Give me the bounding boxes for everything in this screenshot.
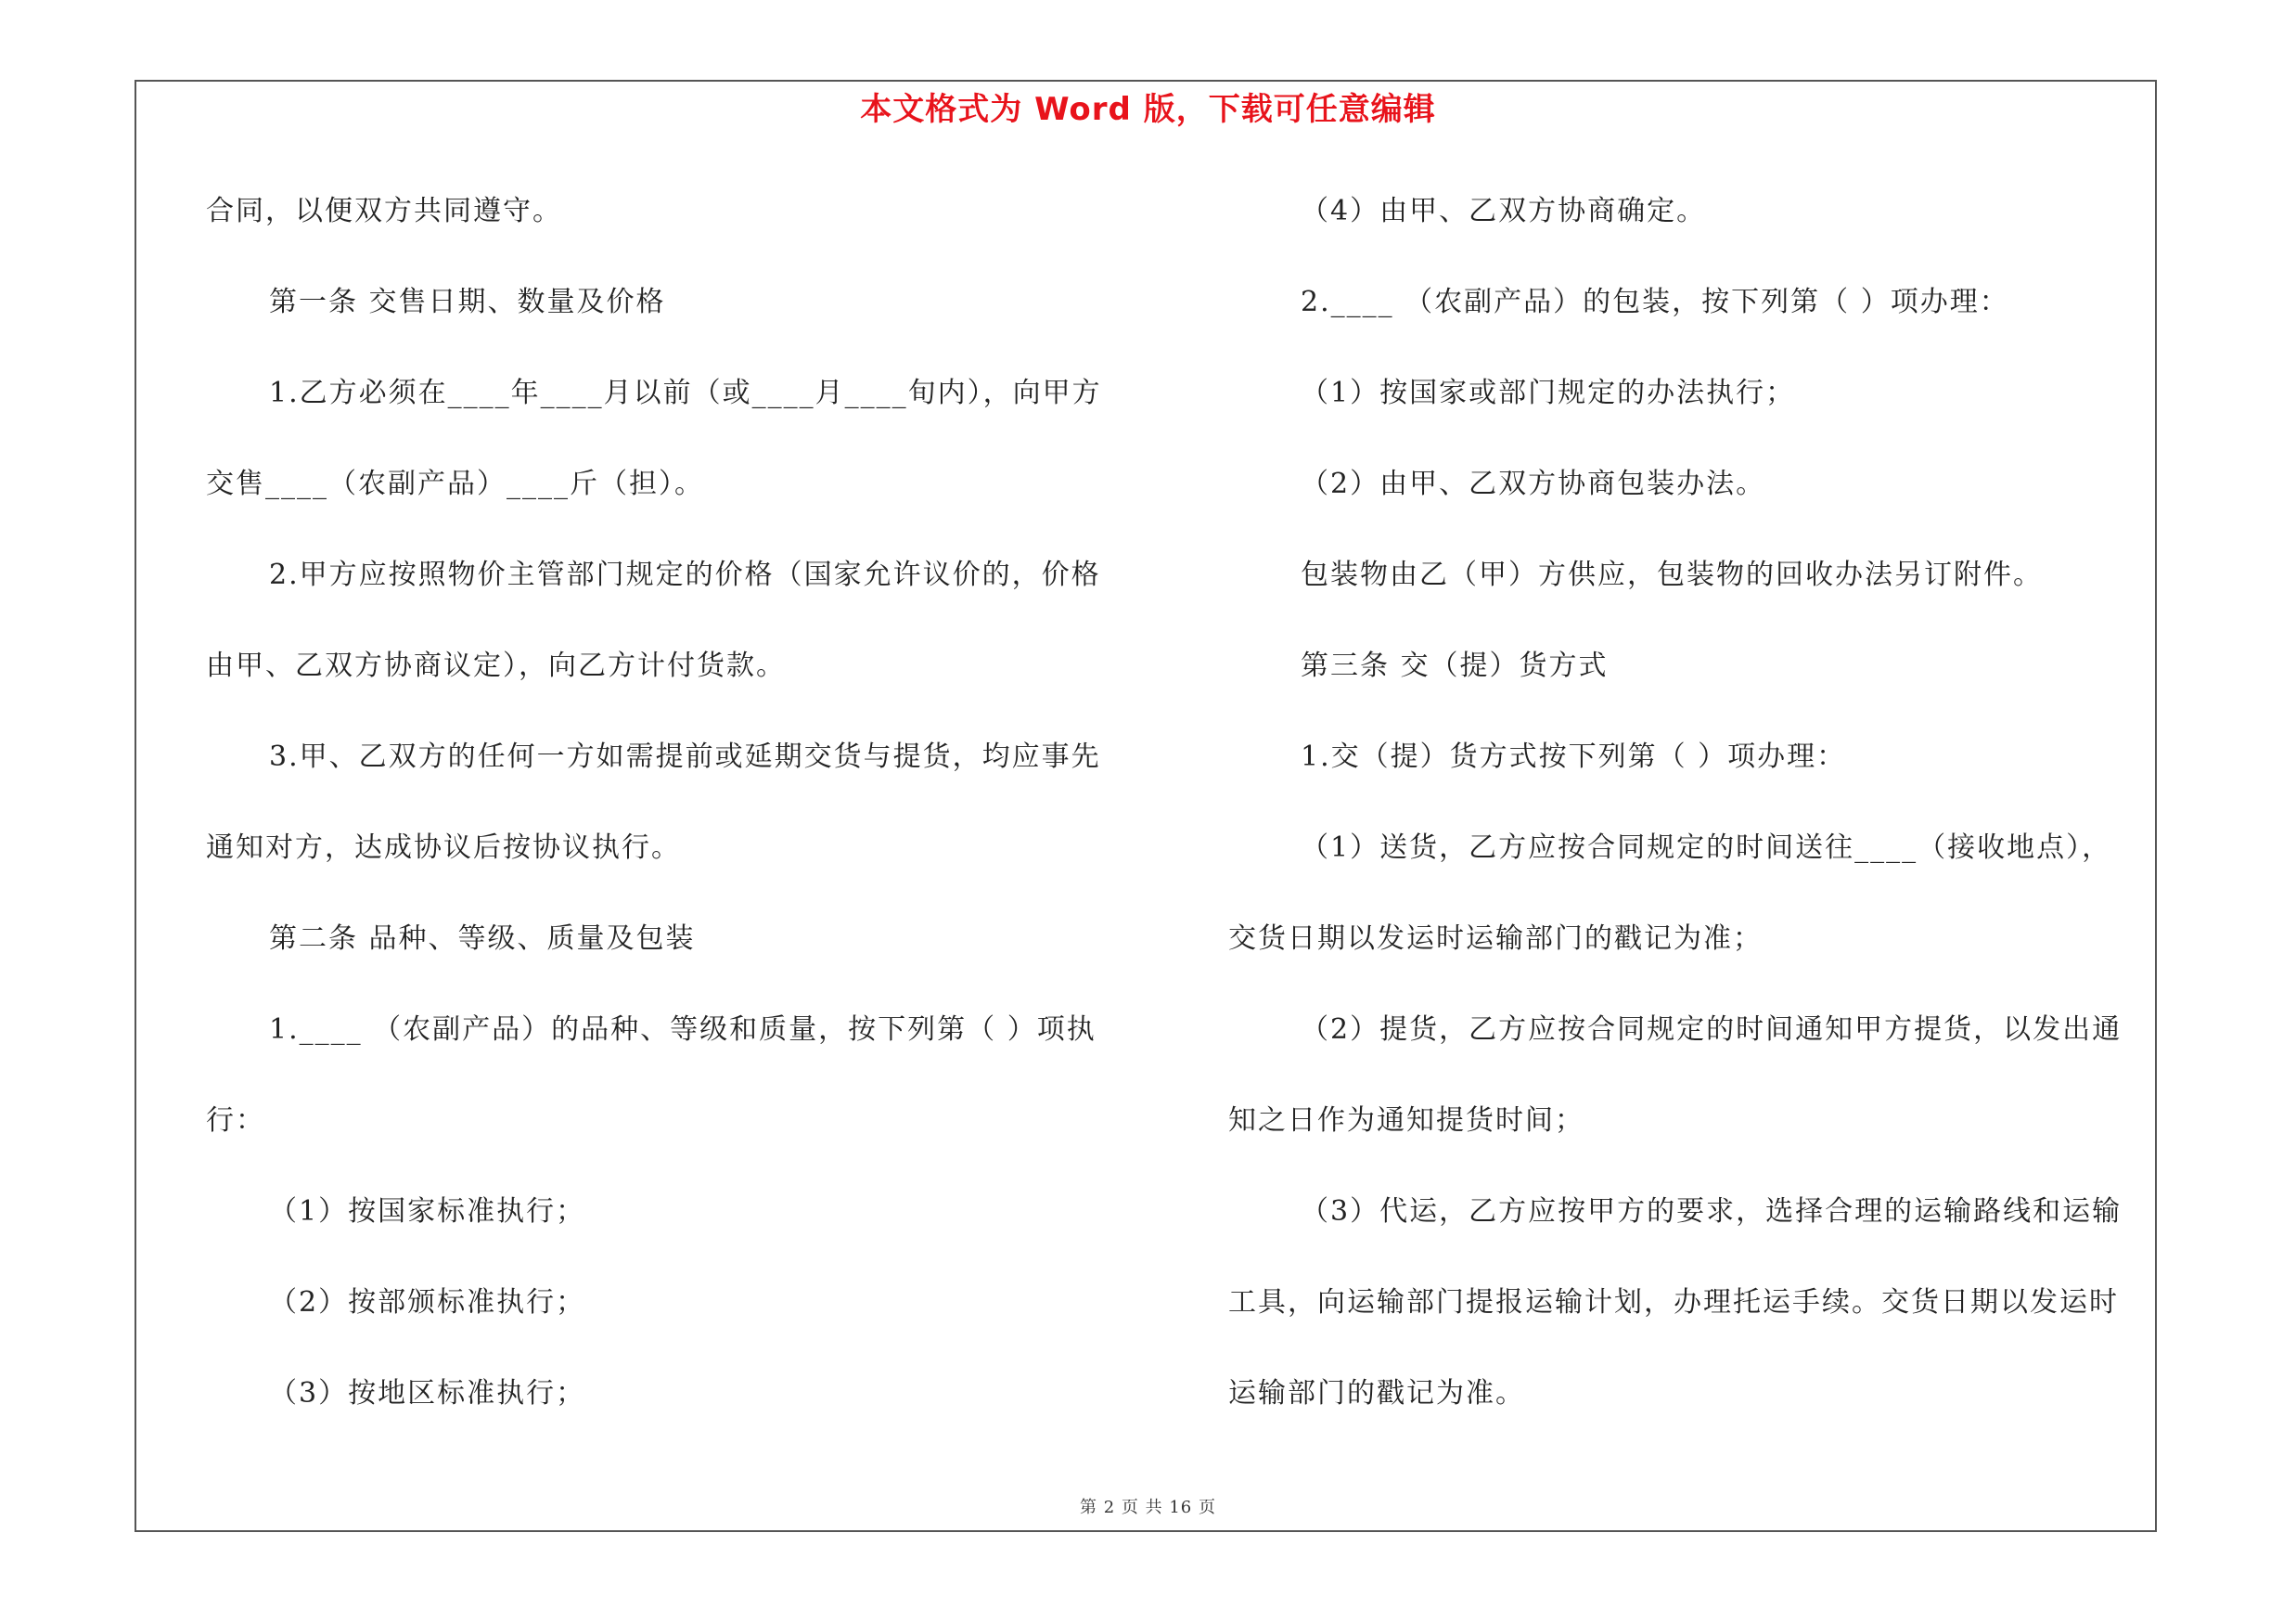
section-heading: 第一条 交售日期、数量及价格: [269, 286, 666, 318]
right-column: [1228, 184, 2147, 1457]
paragraph-line: 1.交（提）货方式按下列第（ ）项办理：: [1301, 741, 1847, 773]
paragraph-line: 知之日作为通知提货时间；: [1228, 1104, 1584, 1137]
section-heading: 第二条 品种、等级、质量及包装: [269, 922, 696, 955]
paragraph-line: 1.____ （农副产品）的品种、等级和质量，按下列第（ ）项执: [269, 1013, 1097, 1046]
paragraph-line: 2.甲方应按照物价主管部门规定的价格（国家允许议价的，价格: [269, 559, 1101, 591]
list-item: （2）由甲、乙双方协商包装办法。: [1301, 468, 1766, 500]
paragraph-line: 交货日期以发运时运输部门的戳记为准；: [1228, 922, 1763, 955]
paragraph-line: 工具，向运输部门提报运输计划，办理托运手续。交货日期以发运时: [1228, 1286, 2119, 1319]
paragraph-line: 通知对方，达成协议后按协议执行。: [206, 831, 681, 864]
paragraph-line: 3.甲、乙双方的任何一方如需提前或延期交货与提货，均应事先: [269, 741, 1101, 773]
list-item: （2）提货，乙方应按合同规定的时间通知甲方提货，以发出通: [1301, 1013, 2123, 1046]
page-number-footer: 第 2 页 共 16 页: [1080, 1498, 1216, 1517]
paragraph-line: 交售____（农副产品）____斤（担）。: [206, 468, 704, 500]
list-item: （2）按部颁标准执行；: [269, 1286, 586, 1319]
list-item: （1）送货，乙方应按合同规定的时间送往____（接收地点），: [1301, 831, 2112, 864]
paragraph-line: 包装物由乙（甲）方供应，包装物的回收办法另订附件。: [1301, 559, 2043, 591]
paragraph-line: 由甲、乙双方协商议定），向乙方计付货款。: [206, 650, 786, 682]
list-item: （1）按国家或部门规定的办法执行；: [1301, 377, 1796, 409]
list-item: （1）按国家标准执行；: [269, 1195, 586, 1228]
section-heading: 第三条 交（提）货方式: [1301, 650, 1609, 682]
word-format-banner: 本文格式为 Word 版，下载可任意编辑: [860, 91, 1436, 128]
paragraph-line: 行：: [206, 1104, 265, 1137]
paragraph-line: 运输部门的戳记为准。: [1228, 1377, 1525, 1410]
paragraph-line: 1.乙方必须在____年____月以前（或____月____旬内），向甲方: [269, 377, 1102, 409]
left-column: [206, 184, 1124, 1457]
paragraph-line: 合同，以便双方共同遵守。: [206, 195, 562, 227]
paragraph-line: 2.____ （农副产品）的包装，按下列第（ ）项办理：: [1301, 286, 2009, 318]
list-item: （3）代运，乙方应按甲方的要求，选择合理的运输路线和运输: [1301, 1195, 2123, 1228]
list-item: （3）按地区标准执行；: [269, 1377, 586, 1410]
list-item: （4）由甲、乙双方协商确定。: [1301, 195, 1707, 227]
